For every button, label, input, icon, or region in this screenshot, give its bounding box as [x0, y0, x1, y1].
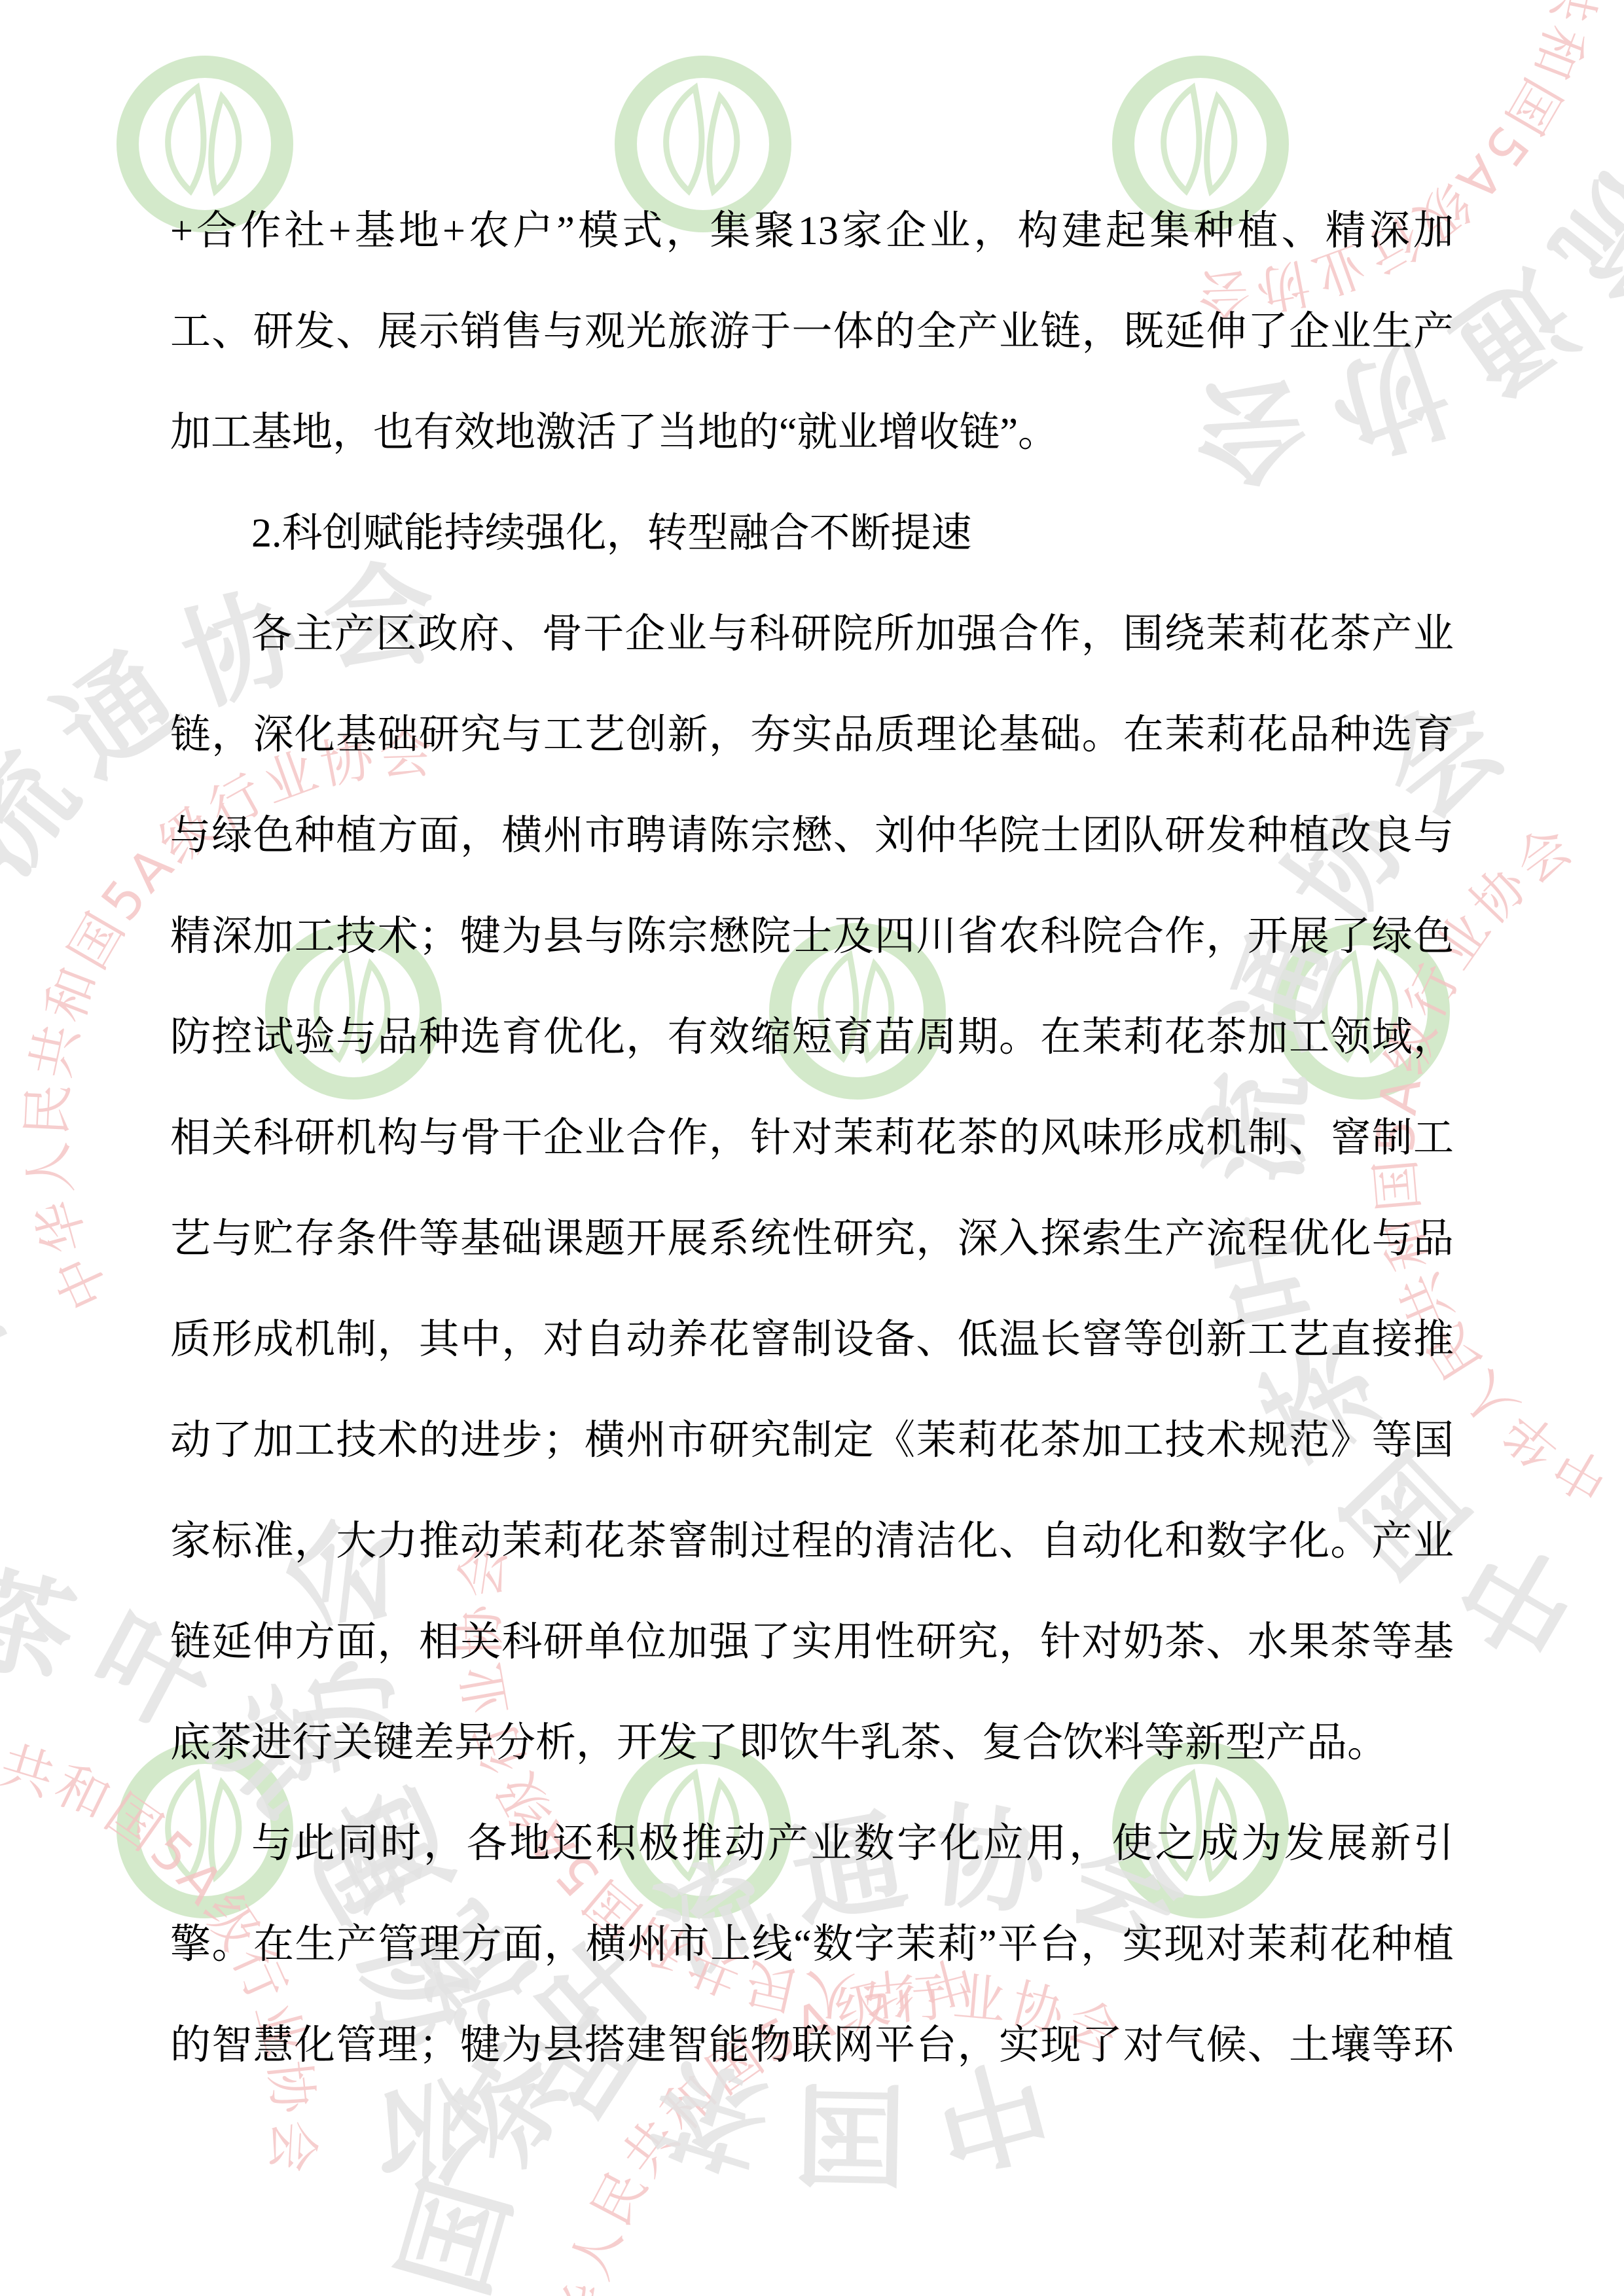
text-line: 防控试验与品种选育优化，有效缩短育苗周期。在茉莉花茶加工领域，	[170, 1015, 1454, 1060]
text-line: 质形成机制，其中，对自动养花窨制设备、低温长窨等创新工艺直接推	[170, 1318, 1454, 1362]
text-line: 链，深化基础研究与工艺创新，夯实品质理论基础。在茉莉花品种选育	[170, 713, 1454, 757]
text-line: 工、研发、展示销售与观光旅游于一体的全产业链，既延伸了企业生产	[170, 310, 1454, 354]
text-line: 动了加工技术的进步；横州市研究制定《茉莉花茶加工技术规范》等国	[170, 1418, 1454, 1463]
text-line: 与绿色种植方面，横州市聘请陈宗懋、刘仲华院士团队研发种植改良与	[170, 814, 1454, 858]
body-text	[170, 181, 1454, 2096]
text-line: 链延伸方面，相关科研单位加强了实用性研究，针对奶茶、水果茶等基	[170, 1620, 1454, 1664]
text-line: 各主产区政府、骨干企业与科研院所加强合作，围绕茉莉花茶产业	[251, 612, 1454, 656]
paragraph	[170, 584, 1454, 1793]
text-line: +合作社+基地+农户”模式，集聚13家企业，构建起集种植、精深加	[170, 209, 1454, 253]
text-line: 擎。在生产管理方面，横州市上线“数字茉莉”平台，实现对茉莉花种植	[170, 1922, 1454, 1967]
text-line: 精深加工技术；犍为县与陈宗懋院士及四川省农科院合作，开展了绿色	[170, 914, 1454, 959]
text-line: 家标准，大力推动茉莉花茶窨制过程的清洁化、自动化和数字化。产业	[170, 1519, 1454, 1564]
section-heading-text: 2.科创赋能持续强化，转型融合不断提速	[251, 511, 972, 556]
continued-paragraph	[170, 181, 1454, 483]
text-line: 的智慧化管理；犍为县搭建智能物联网平台，实现了对气候、土壤等环	[170, 2023, 1454, 2068]
section-heading	[170, 483, 1454, 584]
text-line: 相关科研机构与骨干企业合作，针对茉莉花茶的风味形成机制、窨制工	[170, 1116, 1454, 1160]
text-line: 与此同时，各地还积极推动产业数字化应用，使之成为发展新引	[251, 1821, 1454, 1866]
text-line: 艺与贮存条件等基础课题开展系统性研究，深入探索生产流程优化与品	[170, 1217, 1454, 1261]
text-line: 底茶进行关键差异分析，开发了即饮牛乳茶、复合饮料等新型产品。	[170, 1721, 1388, 1765]
text-line: 加工基地，也有效地激活了当地的“就业增收链”。	[170, 410, 1059, 455]
paragraph	[170, 1793, 1454, 2096]
